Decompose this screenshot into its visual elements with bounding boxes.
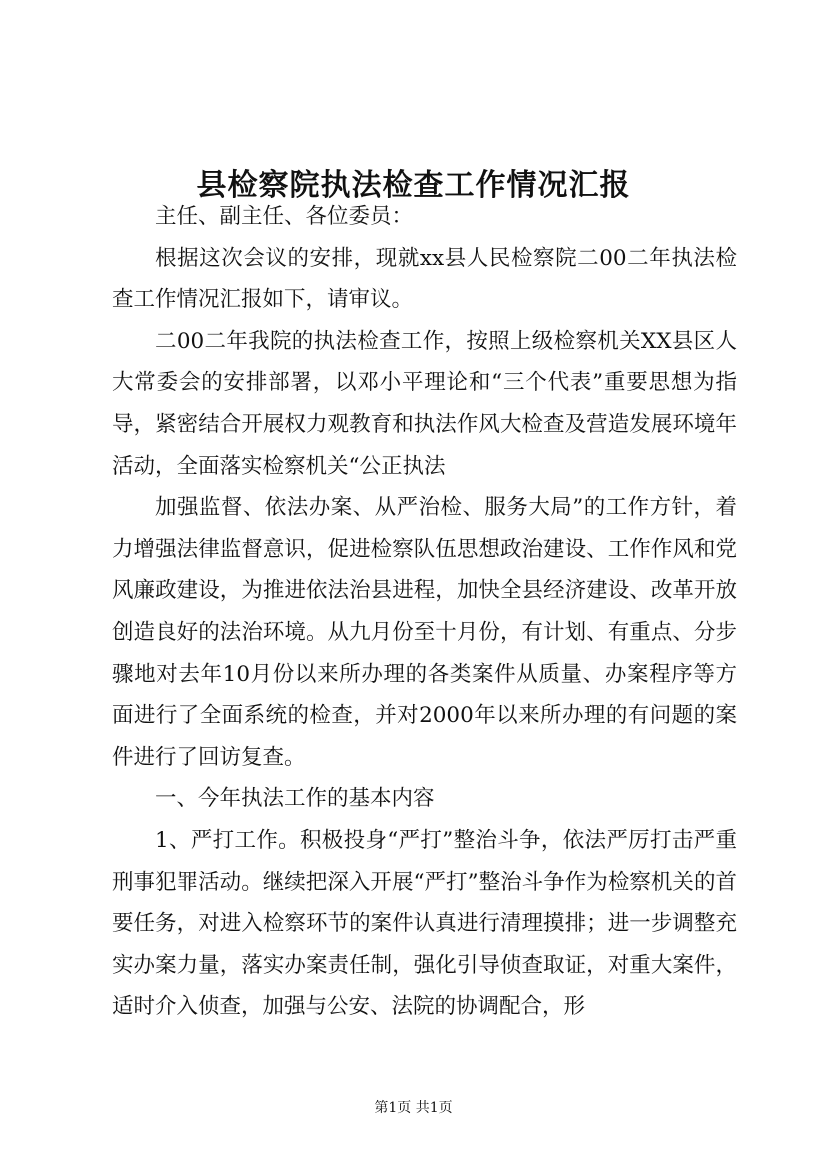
paragraph-salutation: 主任、副主任、各位委员： xyxy=(155,204,414,229)
document-body xyxy=(112,196,737,1028)
paragraph-overview-continued: 加强监督、依法办案、从严治检、服务大局”的工作方针，着力增强法律监督意识，促进检察队伍思想政治建设、工作作风和党风廉政建设，为推进依法治县进程，加快全县经济建设、改革开放创造良好的法治环境。从九月份至十月份，有计划、有重点、分步骤地对去年10月份以来所办理的各类案件从质量、办案程序等方面进行了全面系统的检查，并对2000年以来所办理的有问题的案件进行了回访复查。 xyxy=(112,495,737,770)
section-heading: 一、今年执法工作的基本内容 xyxy=(155,786,435,812)
paragraph-intro: 根据这次会议的安排，现就xx县人民检察院二00二年执法检查工作情况汇报如下，请审议。 xyxy=(112,245,737,313)
paragraph-strike-hard: 1、严打工作。积极投身“严打”整治斗争，依法严厉打击严重刑事犯罪活动。继续把深入开展“严打”整治斗争作为检察机关的首要任务，对进入检察环节的案件认真进行清理摸排；进一步调整充实办案力量，落实办案责任制，强化引导侦查取证，对重大案件，适时介入侦查，加强与公安、法院的协调配合，形 xyxy=(112,827,737,1020)
paragraph-overview: 二00二年我院的执法检查工作，按照上级检察机关XX县区人大常委会的安排部署，以邓小平理论和“三个代表”重要思想为指导，紧密结合开展权力观教育和执法作风大检查及营造发展环境年活动，全面落实检察机关“公正执法 xyxy=(112,328,737,479)
page-footer: 第1页 共1页 xyxy=(374,1100,453,1116)
document-title: 县检察院执法检查工作情况汇报 xyxy=(196,168,631,204)
